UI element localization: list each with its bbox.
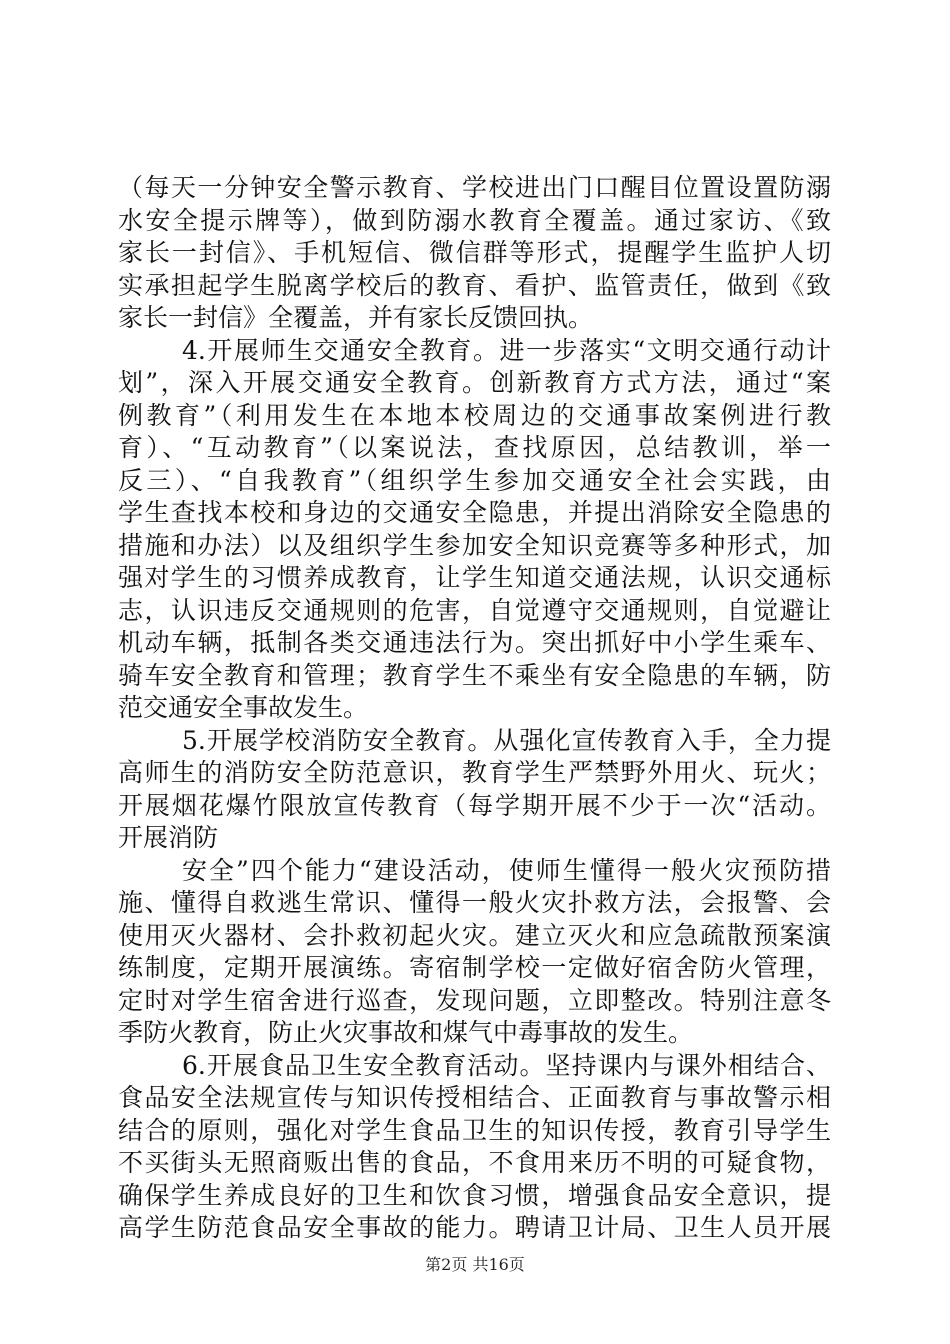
text-line: 措施和办法）以及组织学生参加安全知识竞赛等多种形式，加	[118, 530, 831, 560]
text-line: 高学生防范食品安全事故的能力。聘请卫计局、卫生人员开展	[118, 1213, 831, 1242]
text-line: 反三）、“自我教育”（组织学生参加交通安全社会实践，由	[118, 465, 831, 495]
text-line: 志，认识违反交通规则的危害，自觉遵守交通规则，自觉避让	[118, 595, 831, 625]
text-line: 骑车安全教育和管理；教育学生不乘坐有安全隐患的车辆，防	[118, 660, 831, 690]
text-line: 定时对学生宿舍进行巡查，发现问题，立即整改。特别注意冬	[118, 985, 831, 1015]
text-line: 水安全提示牌等），做到防溺水教育全覆盖。通过家访、《致	[118, 205, 831, 235]
text-line: （每天一分钟安全警示教育、学校进出门口醒目位置设置防溺	[118, 173, 831, 202]
text-line: 高师生的消防安全防范意识，教育学生严禁野外用火、玩火；	[118, 758, 831, 787]
text-line: 例教育”（利用发生在本地本校周边的交通事故案例进行教	[118, 400, 831, 430]
text-line: 开展消防	[118, 823, 219, 852]
text-line: 实承担起学生脱离学校后的教育、看护、监管责任，做到《致	[118, 270, 831, 300]
text-line: 不买街头无照商贩出售的食品，不食用来历不明的可疑食物，	[118, 1148, 831, 1177]
text-line: 机动车辆，抵制各类交通违法行为。突出抓好中小学生乘车、	[118, 628, 831, 657]
text-line: 范交通安全事故发生。	[118, 693, 369, 722]
paragraph-start-line: 6.开展食品卫生安全教育活动。坚持课内与课外相结合、	[182, 1050, 831, 1080]
text-line: 开展烟花爆竹限放宣传教育（每学期开展不少于一次“活动。	[118, 790, 831, 820]
text-line: 家长一封信》、手机短信、微信群等形式，提醒学生监护人切	[118, 238, 831, 267]
text-line: 强对学生的习惯养成教育，让学生知道交通法规，认识交通标	[118, 563, 831, 592]
text-line: 学生查找本校和身边的交通安全隐患，并提出消除安全隐患的	[118, 498, 831, 527]
text-line: 家长一封信》全覆盖，并有家长反馈回执。	[118, 303, 594, 332]
text-line: 结合的原则，强化对学生食品卫生的知识传授，教育引导学生	[118, 1115, 831, 1145]
paragraph-start-line: 安全”四个能力“建设活动，使师生懂得一般火灾预防措	[182, 855, 831, 885]
text-line: 育）、“互动教育”（以案说法，查找原因，总结教训，举一	[118, 433, 831, 462]
text-line: 确保学生养成良好的卫生和饮食习惯，增强食品安全意识，提	[118, 1180, 831, 1210]
page-number-footer: 第2页 共16页	[425, 1255, 525, 1274]
text-line: 使用灭火器材、会扑救初起火灾。建立灭火和应急疏散预案演	[118, 920, 831, 950]
text-line: 划”，深入开展交通安全教育。创新教育方式方法，通过“案	[118, 368, 831, 397]
text-line: 食品安全法规宣传与知识传授相结合、正面教育与事故警示相	[118, 1083, 831, 1112]
text-line: 季防火教育，防止火灾事故和煤气中毒事故的发生。	[118, 1018, 694, 1047]
document-body	[118, 172, 831, 1245]
text-line: 练制度，定期开展演练。寄宿制学校一定做好宿舍防火管理，	[118, 953, 831, 982]
paragraph-start-line: 5.开展学校消防安全教育。从强化宣传教育入手，全力提	[182, 725, 831, 755]
text-line: 施、懂得自救逃生常识、懂得一般火灾扑救方法，会报警、会	[118, 888, 831, 917]
paragraph-start-line: 4.开展师生交通安全教育。进一步落实“文明交通行动计	[182, 335, 831, 365]
